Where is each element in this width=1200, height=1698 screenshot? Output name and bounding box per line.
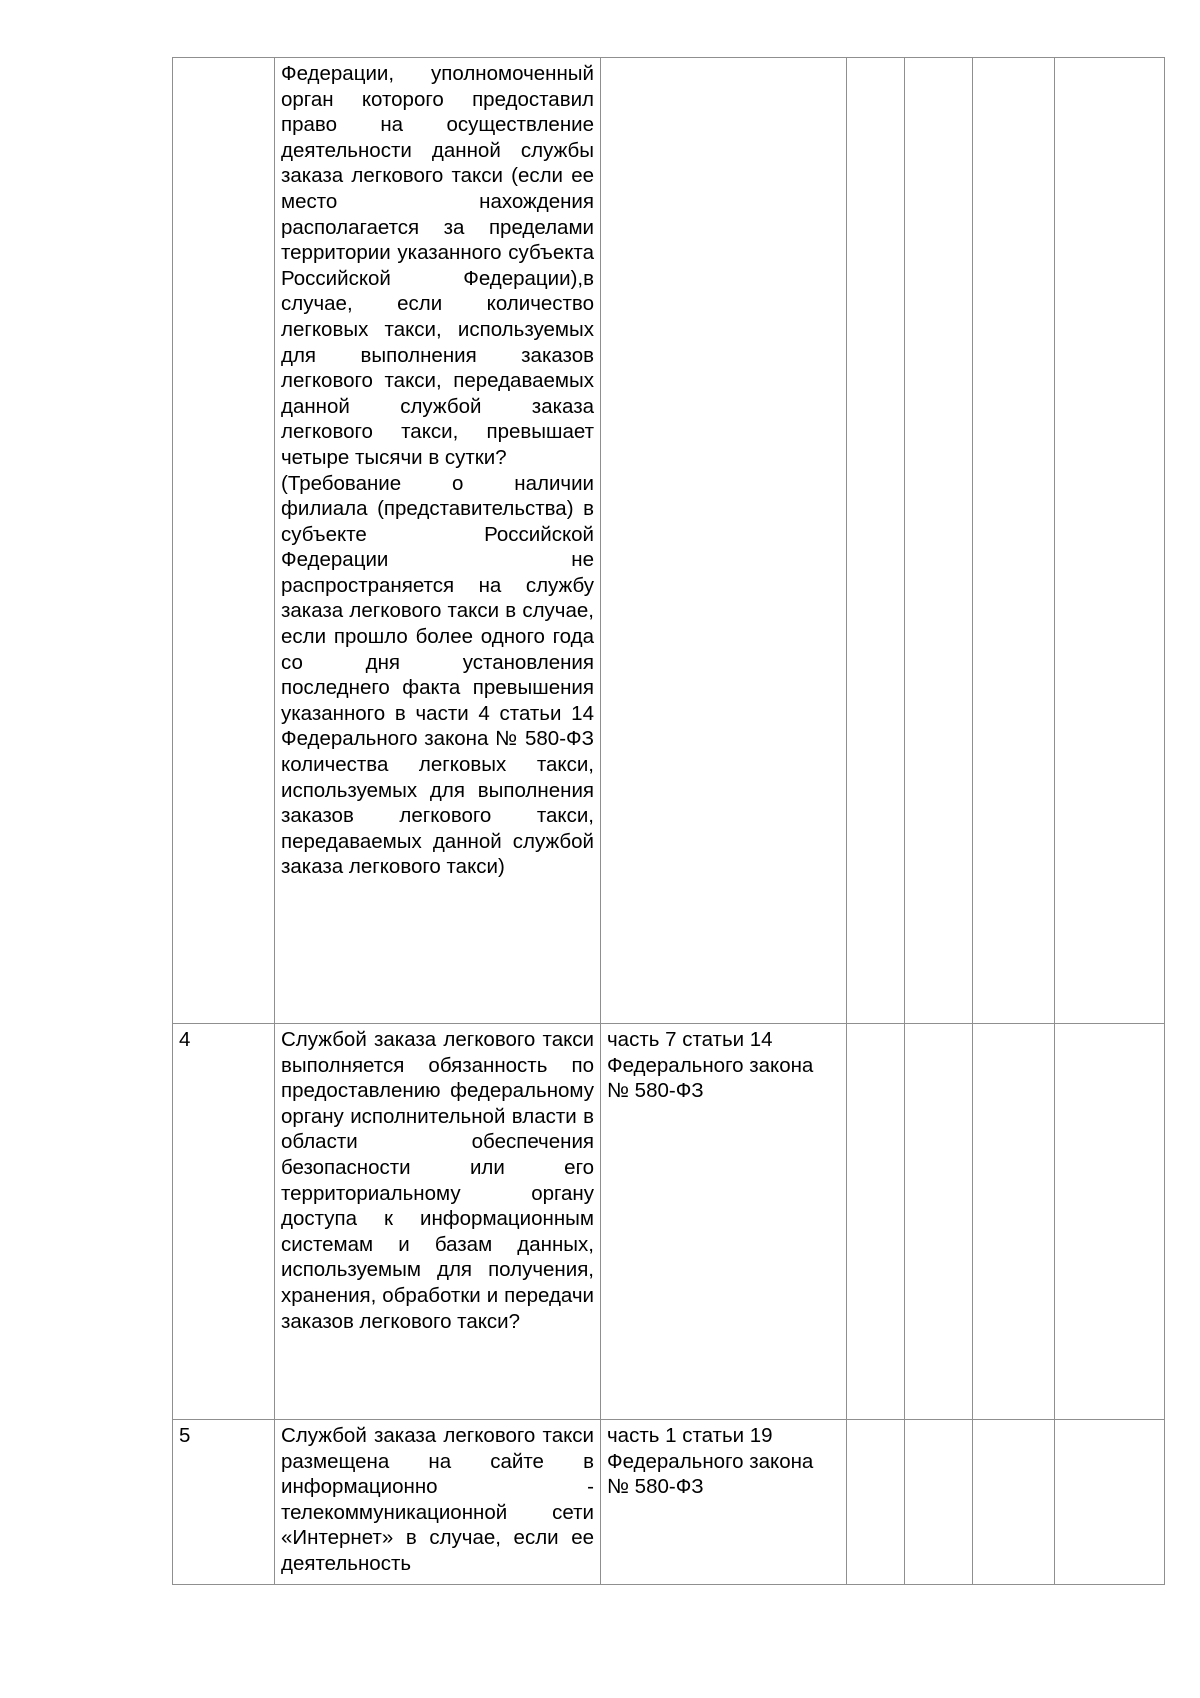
answer-no-cell[interactable] (905, 1420, 973, 1585)
answer-no-cell[interactable] (905, 1024, 973, 1420)
answer-yes-cell[interactable] (847, 1420, 905, 1585)
question-text: Федерации, уполномоченный орган которого предоставил право на осуществление деятельности данной службы заказа легкового такси (если ее место нахождения располагается за пределами территории указанного субъекта Российской Федерации),в случае, если количество легковых такси, используемых для выполнения заказов легкового такси, передаваемых данной службой заказа легкового такси, превышает четыре тысячи в сутки? (281, 62, 594, 469)
row-number: 5 (173, 1420, 275, 1585)
question-cell (275, 1024, 601, 1420)
question-text: Службой заказа легкового такси выполняется обязанность по предоставлению федеральному органу исполнительной власти в области обеспечения безопасности или его территориальному органу доступа к информационным системам и базам данных, используемым для получения, хранения, обработки и передачи заказов легкового такси? (281, 1028, 594, 1333)
answer-no-cell[interactable] (905, 58, 973, 1024)
checklist-table (172, 57, 1165, 1585)
answer-yes-cell[interactable] (847, 58, 905, 1024)
answer-na-cell[interactable] (973, 1024, 1055, 1420)
question-cell (275, 1420, 601, 1585)
table-row (173, 1420, 1165, 1585)
table-row (173, 1024, 1165, 1420)
table-row (173, 58, 1165, 1024)
question-cell (275, 58, 601, 1024)
answer-na-cell[interactable] (973, 1420, 1055, 1585)
legal-reference (601, 58, 847, 1024)
answer-yes-cell[interactable] (847, 1024, 905, 1420)
answer-na-cell[interactable] (973, 58, 1055, 1024)
row-number (173, 58, 275, 1024)
remarks-cell[interactable] (1055, 58, 1165, 1024)
remarks-cell[interactable] (1055, 1420, 1165, 1585)
legal-reference: часть 1 статьи 19 Федерального закона № 580-ФЗ (601, 1420, 847, 1585)
question-note: (Требование о наличии филиала (представительства) в субъекте Российской Федерации не распространяется на службу заказа легкового такси в случае, если прошло более одного года со дня установления последнего факта превышения указанного в части 4 статьи 14 Федерального закона № 580-ФЗ количества легковых такси, используемых для выполнения заказов легкового такси, передаваемых данной службой заказа легкового такси) (281, 471, 594, 879)
question-text: Службой заказа легкового такси размещена на сайте в информационно - телекоммуникационной сети «Интернет» в случае, если ее деятельность (281, 1424, 594, 1575)
legal-reference: часть 7 статьи 14 Федерального закона № 580-ФЗ (601, 1024, 847, 1420)
remarks-cell[interactable] (1055, 1024, 1165, 1420)
row-number: 4 (173, 1024, 275, 1420)
